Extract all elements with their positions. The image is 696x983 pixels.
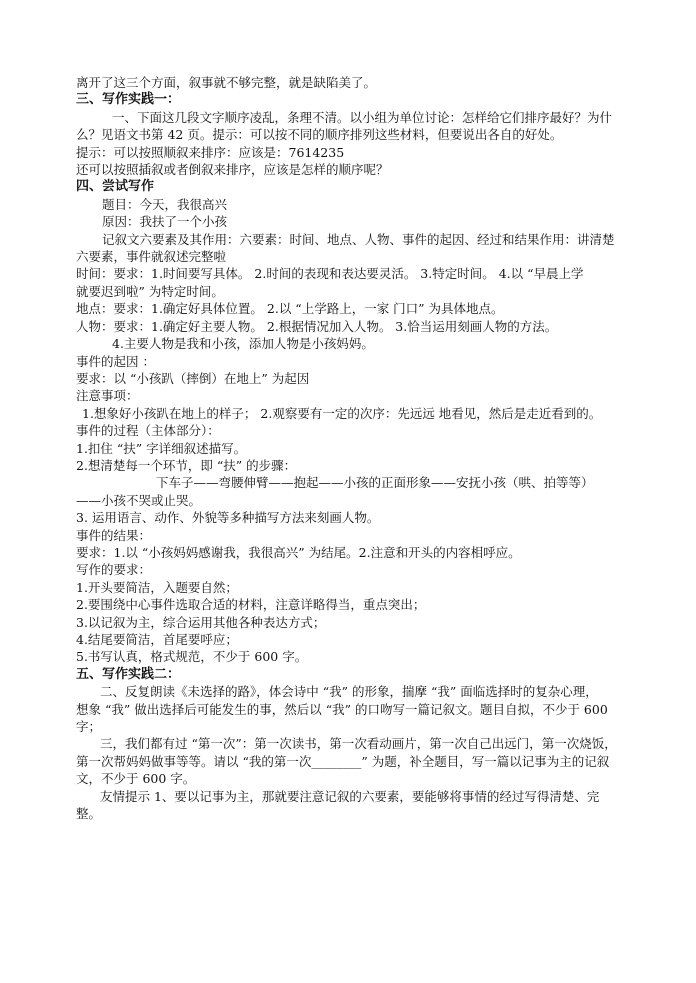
text-line: 第一次帮妈妈做事等等。请以 “我的第一次________” 为题，补全题目，写一篇以记事为主的记叙	[76, 753, 610, 769]
text-line: 还可以按照插叙或者倒叙来排序，应该是怎样的顺序呢？	[76, 162, 389, 178]
text-line: 5.书写认真，格式规范，不少于 600 字。	[76, 649, 308, 665]
text-line: 要求：1.以 “小孩妈妈感谢我，我很高兴” 为结尾。2.注意和开头的内容相呼应。	[76, 544, 521, 560]
text-line: 2.想清楚每一个环节，即 “扶” 的步骤：	[76, 457, 297, 473]
text-line: 事件的结果：	[76, 527, 152, 543]
section-heading: 五、写作实践二：	[76, 666, 181, 682]
text-line: 1.开头要简洁，入题要自然；	[76, 579, 238, 595]
text-line: 一、下面这几段文字顺序凌乱，条理不清。以小组为单位讨论：怎样给它们排序最好？为什	[112, 109, 613, 125]
text-line: 4.主要人物是我和小孩，添加人物是小孩妈妈。	[112, 336, 374, 352]
text-line: 友情提示 1、要以记事为主，那就要注意记叙的六要素，要能够将事情的经过写得清楚、完	[100, 788, 600, 804]
text-line: 文，不少于 600 字。	[76, 771, 196, 787]
text-line: 1.扣住 “扶” 字详细叙述描写。	[76, 440, 247, 456]
text-line: 时间：要求：1.时间要写具体。 2.时间的表现和表达要灵活。 3.特定时间。 4.以 “早晨上学	[76, 266, 584, 282]
text-line: 事件的起因 ：	[76, 353, 155, 369]
text-line: 3. 运用语言、动作、外貌等多种描写方法来刻画人物。	[76, 510, 380, 526]
text-line: 下车子——弯腰伸臂——抱起——小孩的正面形象——安抚小孩（哄、拍等等）	[156, 475, 594, 491]
text-line: 记叙文六要素及其作用：六要素：时间、地点、人物、事件的起因、经过和结果作用：讲清楚	[102, 231, 615, 247]
text-line: 人物：要求：1.确定好主要人物。 2.根据情况加入人物。 3.恰当运用刻画人物的方法。	[76, 318, 558, 334]
text-line: 题目：今天，我很高兴	[102, 196, 228, 212]
text-line: 3.以记叙为主，综合运用其他各种表达方式；	[76, 614, 326, 630]
text-line: 整。	[76, 806, 102, 822]
text-line: 就要迟到啦” 为特定时间。	[76, 283, 224, 299]
section-heading: 四、尝试写作	[76, 179, 155, 195]
text-line: 离开了这三个方面，叙事就不够完整，就是缺陷美了。	[76, 75, 377, 90]
text-line: 原因：我扶了一个小孩	[102, 214, 228, 230]
text-line: 六要素，事件就叙述完整啦	[76, 249, 227, 265]
text-line: 写作的要求：	[76, 562, 152, 578]
text-line: 4.结尾要简洁，首尾要呼应；	[76, 632, 238, 647]
text-line: 地点：要求：1.确定好具体位置。 2.以 “上学路上，一家 门口” 为具体地点。	[76, 301, 504, 317]
section-heading: 三、写作实践一：	[76, 92, 181, 108]
text-line: 注意事项：	[76, 388, 139, 404]
text-line: 要求：以 “小孩趴（摔倒）在地上” 为起因	[76, 370, 310, 386]
text-line: 想象 “我” 做出选择后可能发生的事，然后以 “我” 的口吻写一篇记叙文。题目自拟，不少于 600	[76, 701, 608, 717]
text-line: 么？见语文书第 42 页。提示：可以按不同的顺序排列这些材料，但要说出各自的好处。	[76, 127, 563, 143]
text-line: ——小孩不哭或止哭。	[76, 492, 202, 508]
text-line: 提示：可以按照顺叙来排序：应该是：7614235	[76, 144, 345, 160]
text-line: 二、反复朗读《未选择的路》，体会诗中 “我” 的形象，揣摩 “我” 面临选择时的复杂心理，	[100, 684, 598, 700]
text-line: 字；	[76, 719, 102, 735]
text-line: 2.要围绕中心事件选取合适的材料，注意详略得当，重点突出；	[76, 597, 426, 613]
text-line: 三，我们都有过 “第一次”：第一次读书，第一次看动画片，第一次自己出远门，第一次烧饭，	[100, 736, 617, 752]
text-line: 事件的过程（主体部分）：	[76, 423, 220, 439]
text-line: 1.想象好小孩趴在地上的样子； 2.观察要有一定的次序：先远远 地看见，然后是走近看到的。	[82, 405, 602, 421]
